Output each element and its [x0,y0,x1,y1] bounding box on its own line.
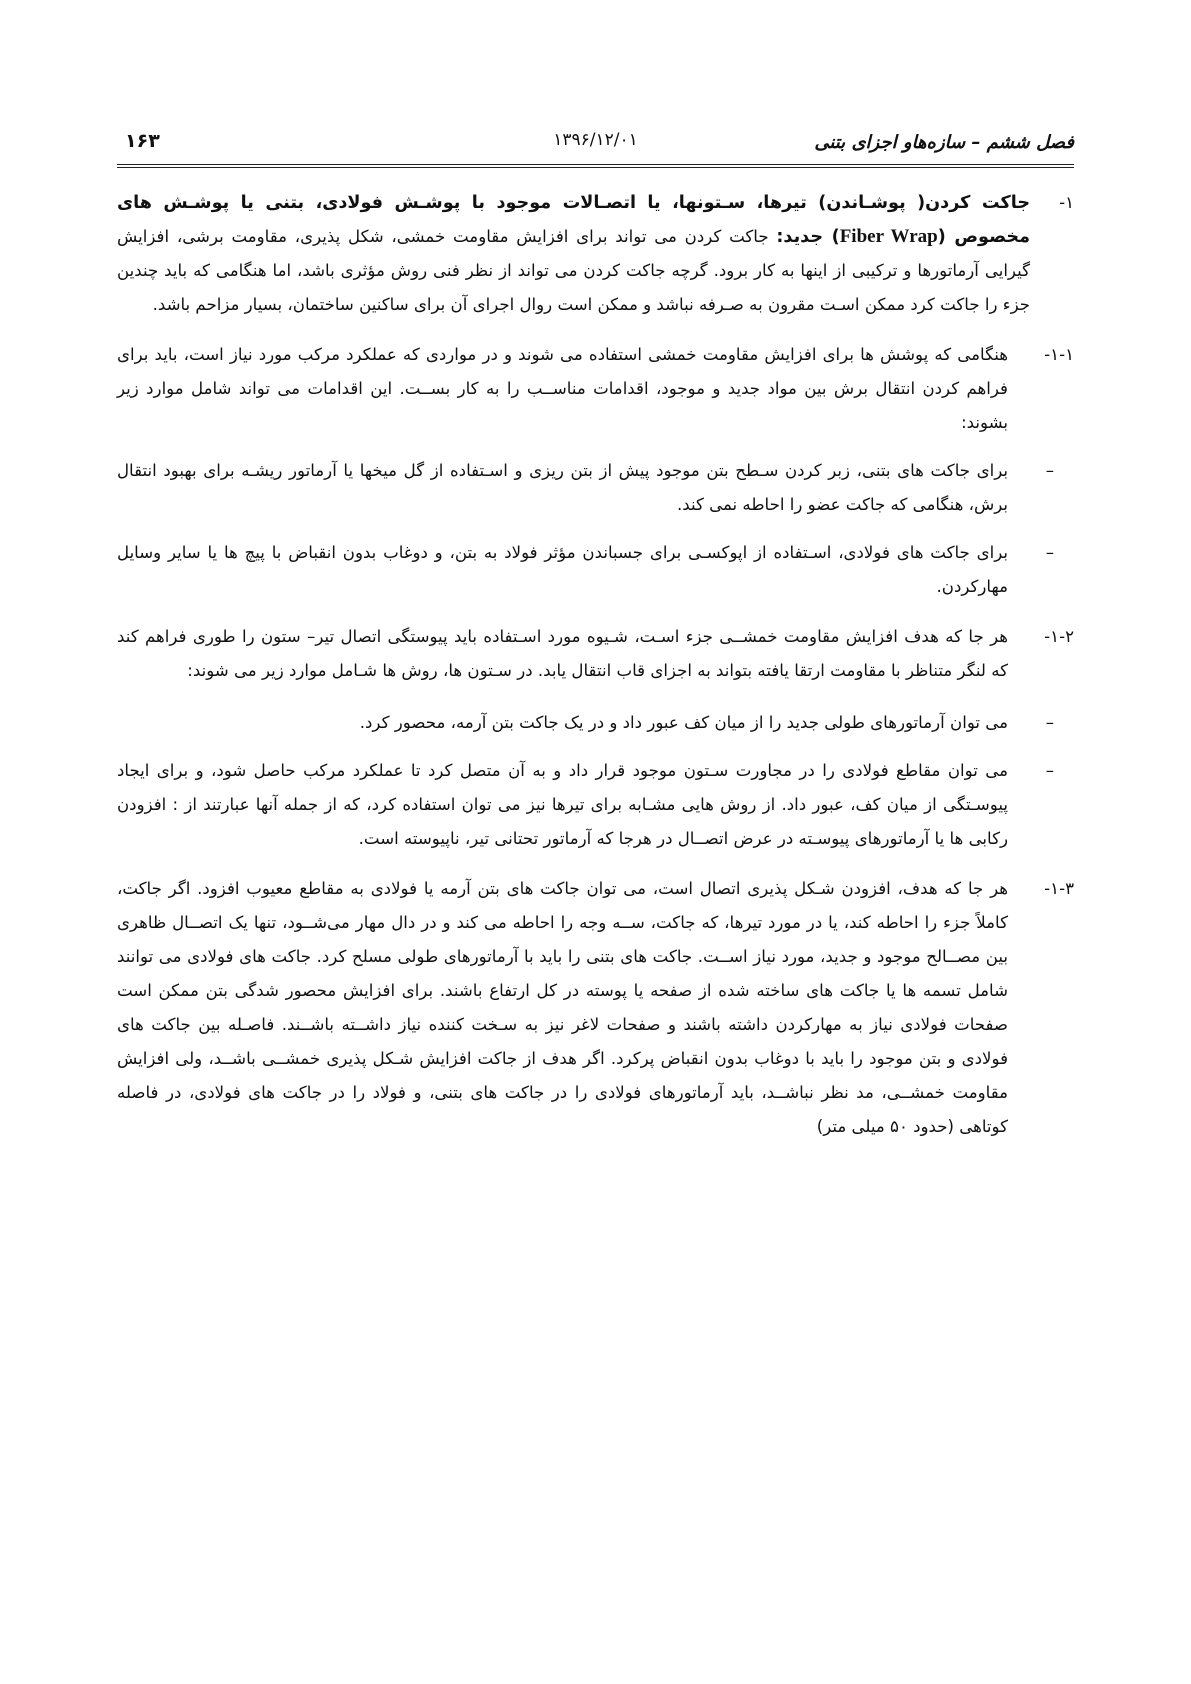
bullet-item [117,706,1074,740]
page-body [117,186,1074,1144]
section-body: جاکت کردن می تواند برای افزایش مقاومت خمشی، شکل پذیری، مقاومت برشی، افزایش گیرایی آرماتورها و ترکیبی از اینها به کار برود. گرچه جاکت کردن می تواند از نظر فنی روش مؤثری باشد، اما هنگامی که باید چندین جزء را جاکت کرد ممکن اسـت مقرون به صـرفه نباشد و ممکن است روال اجرای آن برای ساکنین ساختمان، بسیار مزاحم باشد. [117,227,1030,314]
header-divider [117,164,1074,170]
subsection-text: هر جا که هدف، افزودن شـکل پذیری اتصال است، می توان جاکت های بتن آرمه یا فولادی به مقاطع معیوب افزود. اگر جاکت، کاملاً جزء را احاطه کند، یا در مورد تیرها، که جاکت، ســه وجه را احاطه می کند و در دال مهار می‌شــود، تنها یک اتصــال ظاهری بین مصــالح موجود و جدید، مورد نیاز اســت. جاکت های بتنی را باید با آرماتورهای طولی مسلح کرد. جاکت های فولادی می توانند شامل تسمه ها یا جاکت های ساخته شده از صفحه یا پوسته در کل ارتفاع باشند. برای افزایش محصور شدگی بتن ممکن است صفحات فولادی نیاز به مهارکردن داشته باشند و صفحات لاغر نیز به سـخت کننده نیاز داشــته باشــند. فاصـله بین جاکت های فولادی و بتن موجود را باید با دوغاب بدون انقباض پرکرد. اگر هدف از جاکت افزایش شـکل پذیری خمشــی باشــد، ولی افزایش مقاومت خمشــی، مد نظر نباشــد، باید آرماتورهای فولادی را در جاکت های بتنی، و فولاد را در جاکت های فولادی، در فاصله کوتاهی (حدود ۵۰ میلی متر) [117,879,1008,1136]
page-number: ۱۶۳ [125,130,160,152]
subsection-number: ۱-۱- [1044,345,1074,364]
subsection-1-1 [117,338,1074,440]
bullet-dash: – [1045,543,1054,562]
section-title: جاکت کردن( پوشـاندن) تیرها، سـتونها، یا اتصـالات موجود با پوشـش فولادی، بتنی یا پوشـش های مخصوص (Fiber Wrap) جدید: [117,193,1030,247]
bullet-dash: – [1045,713,1054,732]
chapter-title: فصل ششم – سازه‌هاو اجزای بتنی [814,132,1074,153]
bullet-text: می توان آرماتورهای طولی جدید را از میان کف عبور داد و در یک جاکت بتن آرمه، محصور کرد. [359,713,1008,732]
subsection-1-3 [117,872,1074,1144]
subsection-text: هر جا که هدف افزایش مقاومت خمشــی جزء اسـت، شـیوه مورد اسـتفاده باید پیوستگی اتصال تیر– ستون را طوری فراهم کند که لنگر متناظر با مقاومت ارتقا یافته بتواند به اجزای قاب انتقال یابد. در سـتون ها، روش ها شـامل موارد زیر می شوند: [117,627,1008,680]
bullet-dash: – [1045,761,1054,780]
bullet-item [117,454,1074,522]
header-date: ۱۳۹۶/۱۲/۰۱ [553,130,638,150]
bullet-dash: – [1045,461,1054,480]
subsection-text: هنگامی که پوشش ها برای افزایش مقاومت خمشی استفاده می شوند و در مواردی که عملکرد مرکب مورد نیاز است، باید برای فراهم کردن انتقال برش بین مواد جدید و موجود، اقدامات مناســب را به کار بســت. این اقدامات می تواند شامل موارد زیر بشوند: [117,345,1008,432]
section-number: ۱- [1059,193,1074,212]
subsection-1-2 [117,620,1074,688]
bullet-text: برای جاکت های فولادی، اسـتفاده از اپوکسـی برای جسباندن مؤثر فولاد به بتن، و دوغاب بدون انقباض با پیچ ها یا سایر وسایل مهارکردن. [117,543,1008,596]
bullet-text: می توان مقاطع فولادی را در مجاورت سـتون موجود قرار داد و به آن متصل کرد تا عملکرد مرکب حاصل شود، و برای ایجاد پیوسـتگی از میان کف، عبور داد. از روش هایی مشـابه برای تیرها نیز می توان استفاده کرد، که از جمله آنها عبارتند از : افزودن رکابی ها یا آرماتورهای پیوسـته در عرض اتصــال در هرجا که آرماتور تحتانی تیر، ناپیوسته است. [117,761,1008,848]
fiber-wrap-term: Fiber Wrap [839,226,938,247]
section-1 [117,186,1074,322]
subsection-number: ۱-۳- [1044,879,1074,898]
bullet-item [117,754,1074,856]
bullet-text: برای جاکت های بتنی، زبر کردن سـطح بتن موجود پیش از بتن ریزی و اسـتفاده از گل میخها یا آرماتور ریشـه برای بهبود انتقال برش، هنگامی که جاکت عضو را احاطه نمی کند. [117,461,1008,514]
subsection-number: ۱-۲- [1044,627,1074,646]
page-header [117,128,1074,158]
bullet-item [117,536,1074,604]
